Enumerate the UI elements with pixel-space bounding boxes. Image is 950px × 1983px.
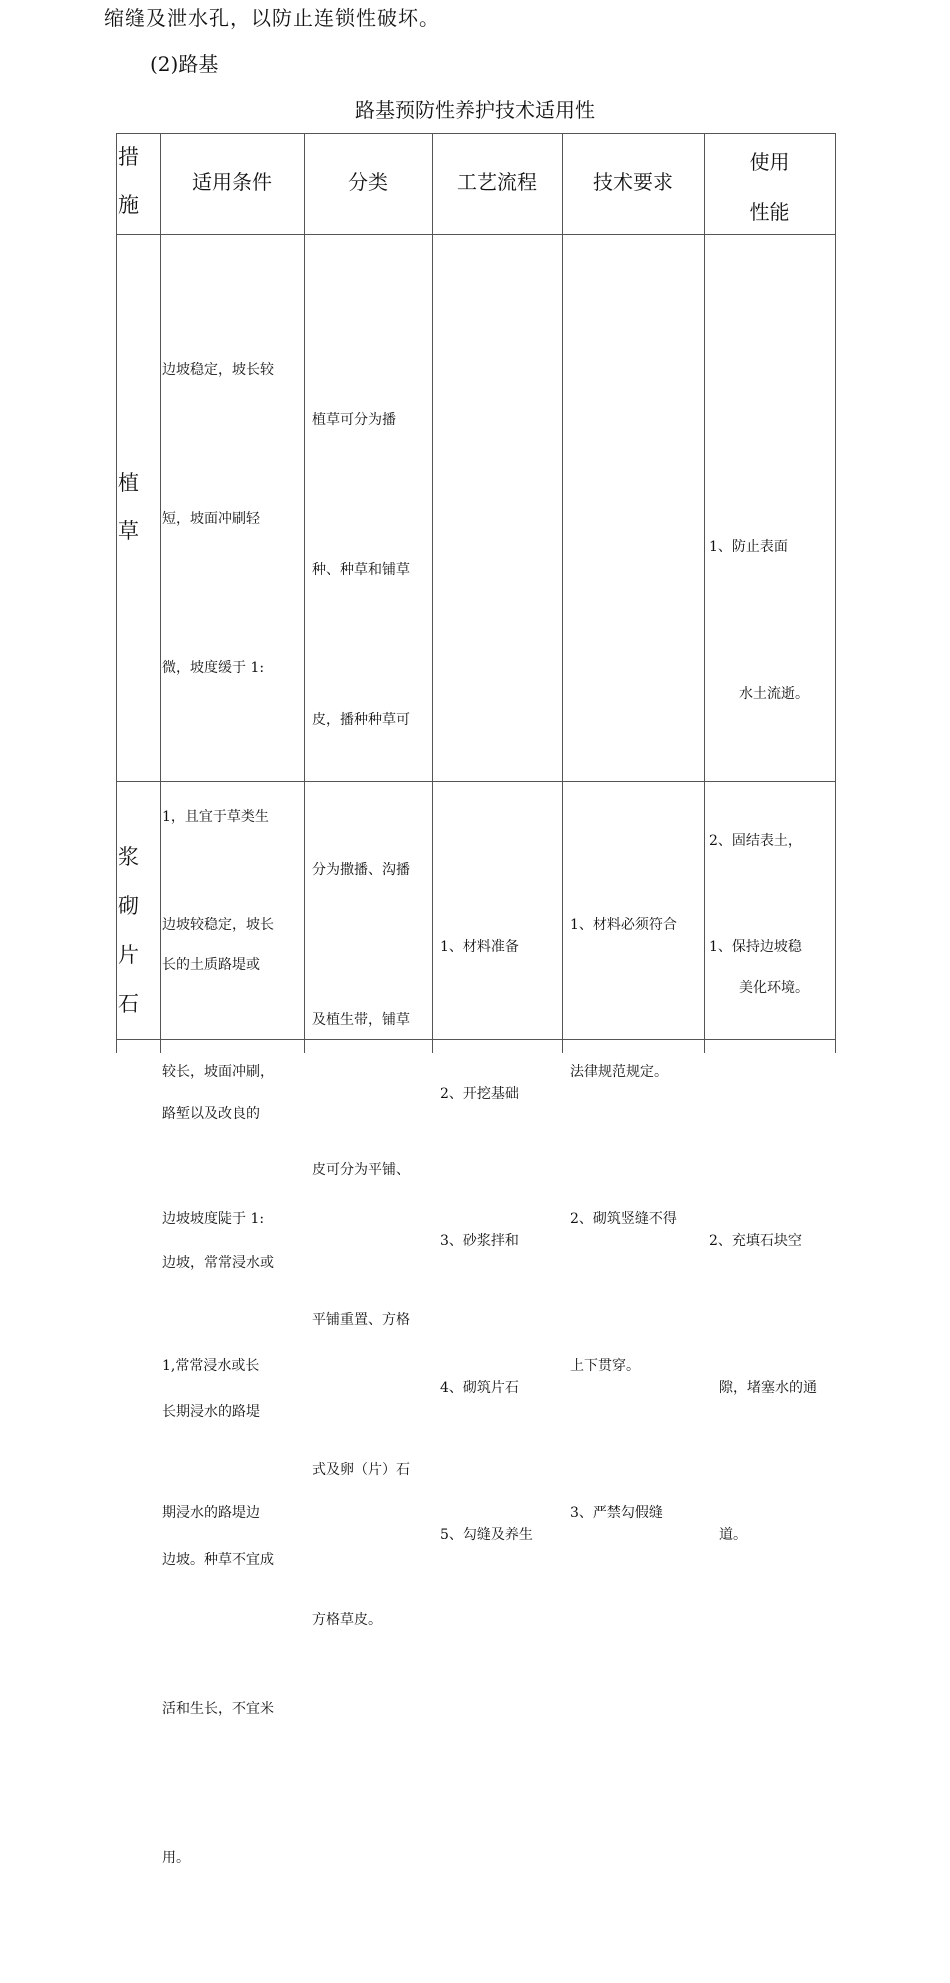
table-title: 路基预防性养护技术适用性 [355, 98, 595, 122]
row-measure-label: 浆 砌 片 石 [118, 845, 139, 1016]
table-border [116, 133, 836, 134]
maintenance-table [116, 133, 836, 1866]
column-divider [432, 133, 433, 1053]
header-conditions: 适用条件 [192, 170, 272, 194]
row-category-cell: 植草可分为播 种、种草和铺草 皮，播种种草可 分为撒播、沟播 及植生带，铺草 皮可分为平铺、 平铺重置、方格 式及卵（片）石 方格草皮。 [312, 412, 410, 1628]
table-border [116, 133, 117, 1053]
row-conditions-cell: 边坡稳定，坡长较 短，坡面冲刷轻 微，坡度缓于 1: 1，且宜于草类生 长的土质路堤或 路堑以及改良的 边坡，常常浸水或 长期浸水的路堤 边坡。种草不宜成 活和生长，不宜米 用。 [162, 362, 274, 1866]
column-divider [562, 133, 563, 1053]
header-measure: 措 施 [118, 145, 139, 217]
row-requirements-cell: 1、材料必须符合 法律规范规定。 2、砌筑竖缝不得 上下贯穿。 3、严禁勾假缝 [570, 917, 677, 1521]
header-requirements: 技术要求 [593, 170, 673, 194]
row-performance-cell: 1、防止表面 水土流逝。 2、固结表土， 美化环境。 [709, 539, 809, 996]
row-performance-cell: 1、保持边坡稳 2、充填石块空 隙，堵塞水的通 道。 [709, 939, 817, 1543]
header-performance: 使用 性能 [749, 150, 790, 224]
body-text-line: 缩缝及泄水孔，以防止连锁性破坏。 [104, 6, 440, 30]
row-measure-label: 植 草 [118, 471, 139, 543]
table-border [835, 133, 836, 1053]
row-conditions-cell: 边坡较稳定，坡长 较长，坡面冲刷， 边坡坡度陡于 1: 1,常常浸水或长 期浸水的路堤边 [162, 917, 274, 1521]
section-heading: (2)路基 [150, 52, 219, 76]
header-category: 分类 [348, 170, 388, 194]
column-divider [304, 133, 305, 1053]
column-divider [704, 133, 705, 1053]
row-process-cell: 1、材料准备 2、开挖基础 3、砂浆拌和 4、砌筑片石 5、勾缝及养生 [440, 939, 533, 1543]
column-divider [160, 133, 161, 1053]
header-process: 工艺流程 [457, 170, 537, 194]
